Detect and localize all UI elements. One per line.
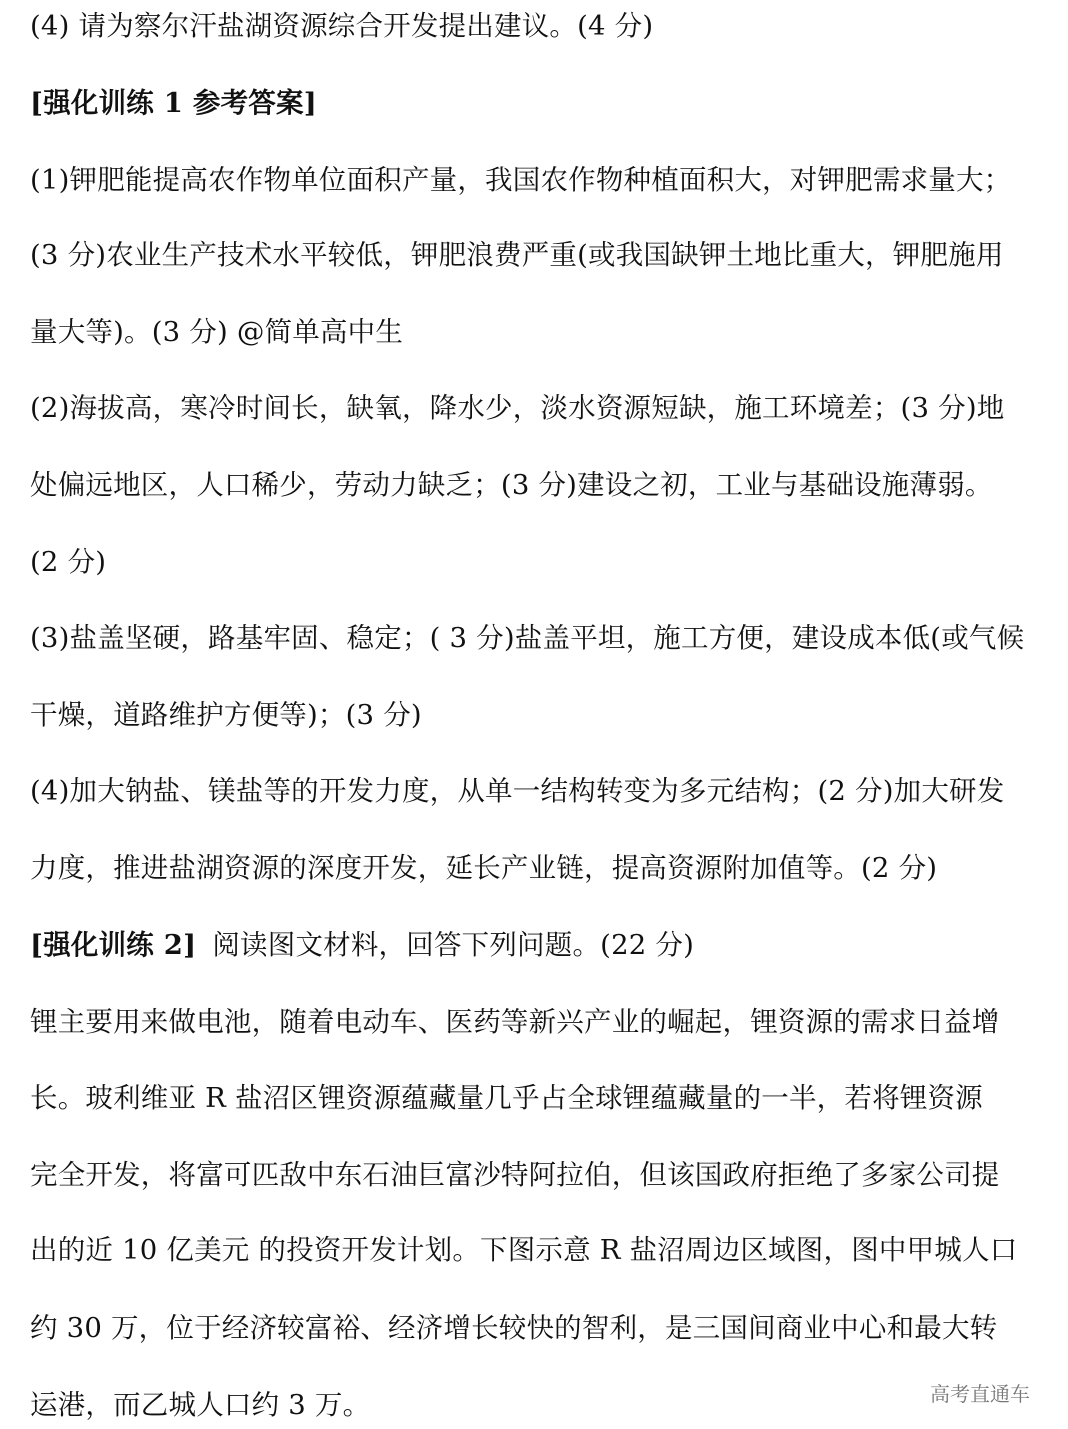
watermark: 高考直通车 bbox=[930, 1382, 1030, 1406]
text-line bbox=[30, 1387, 370, 1423]
paragraph-text: 出的近 10 亿美元 的投资开发计划。下图示意 R 盐沼周边区域图，图中甲城人口 bbox=[30, 1234, 1018, 1266]
text-line bbox=[30, 390, 1004, 426]
paragraph-text: (2 分) bbox=[30, 546, 107, 578]
paragraph-text: 处偏远地区，人口稀少，劳动力缺乏；(3 分)建设之初，工业与基础设施薄弱。 bbox=[30, 469, 993, 501]
text-line bbox=[30, 927, 694, 963]
section-heading: [强化训练 1 参考答案] bbox=[30, 87, 317, 119]
text-line bbox=[30, 697, 422, 733]
text-line bbox=[30, 237, 1004, 273]
text-line bbox=[30, 544, 106, 580]
paragraph-text: 完全开发，将富可匹敌中东石油巨富沙特阿拉伯，但该国政府拒绝了多家公司提 bbox=[30, 1159, 1000, 1191]
paragraph-text: (1)钾肥能提高农作物单位面积产量，我国农作物种植面积大，对钾肥需求量大； bbox=[30, 164, 1012, 196]
paragraph-text: (2)海拔高，寒冷时间长，缺氧，降水少，淡水资源短缺，施工环境差；(3 分)地 bbox=[30, 392, 1005, 424]
text-line bbox=[30, 1080, 983, 1116]
paragraph-text: (3)盐盖坚硬，路基牢固、稳定；( 3 分)盐盖平坦，施工方便，建设成本低(或气候 bbox=[30, 622, 1025, 654]
paragraph-text: 阅读图文材料，回答下列问题。(22 分) bbox=[212, 929, 695, 961]
paragraph-text: 锂主要用来做电池，随着电动车、医药等新兴产业的崛起，锂资源的需求日益增 bbox=[30, 1006, 1000, 1038]
text-line bbox=[30, 85, 317, 121]
text-line bbox=[30, 620, 1024, 656]
paragraph-text: 干燥，道路维护方便等)；(3 分) bbox=[30, 699, 422, 731]
text-line bbox=[30, 1232, 1017, 1268]
section-heading: [强化训练 2] bbox=[30, 929, 197, 961]
text-line bbox=[30, 162, 1011, 198]
text-line bbox=[30, 314, 403, 350]
paragraph-text: 约 30 万，位于经济较富裕、经济增长较快的智利，是三国间商业中心和最大转 bbox=[30, 1312, 998, 1344]
text-line bbox=[30, 467, 993, 503]
paragraph-text: 长。玻利维亚 R 盐沼区锂资源蕴藏量几乎占全球锂蕴藏量的一半，若将锂资源 bbox=[30, 1082, 983, 1114]
paragraph-text: 量大等)。(3 分) @简单高中生 bbox=[30, 316, 404, 348]
text-line bbox=[30, 1310, 997, 1346]
paragraph-text: 运港，而乙城人口约 3 万。 bbox=[30, 1389, 371, 1421]
paragraph-text: 力度，推进盐湖资源的深度开发，延长产业链，提高资源附加值等。(2 分) bbox=[30, 852, 938, 884]
text-line bbox=[30, 773, 1004, 809]
paragraph-text: (3 分)农业生产技术水平较低，钾肥浪费严重(或我国缺钾土地比重大，钾肥施用 bbox=[30, 239, 1004, 271]
text-line bbox=[30, 850, 937, 886]
paragraph-text: (4) 请为察尔汗盐湖资源综合开发提出建议。(4 分) bbox=[30, 10, 654, 42]
text-line bbox=[30, 8, 653, 44]
text-line bbox=[30, 1157, 1000, 1193]
paragraph-text: (4)加大钠盐、镁盐等的开发力度，从单一结构转变为多元结构；(2 分)加大研发 bbox=[30, 775, 1005, 807]
text-line bbox=[30, 1004, 1000, 1040]
